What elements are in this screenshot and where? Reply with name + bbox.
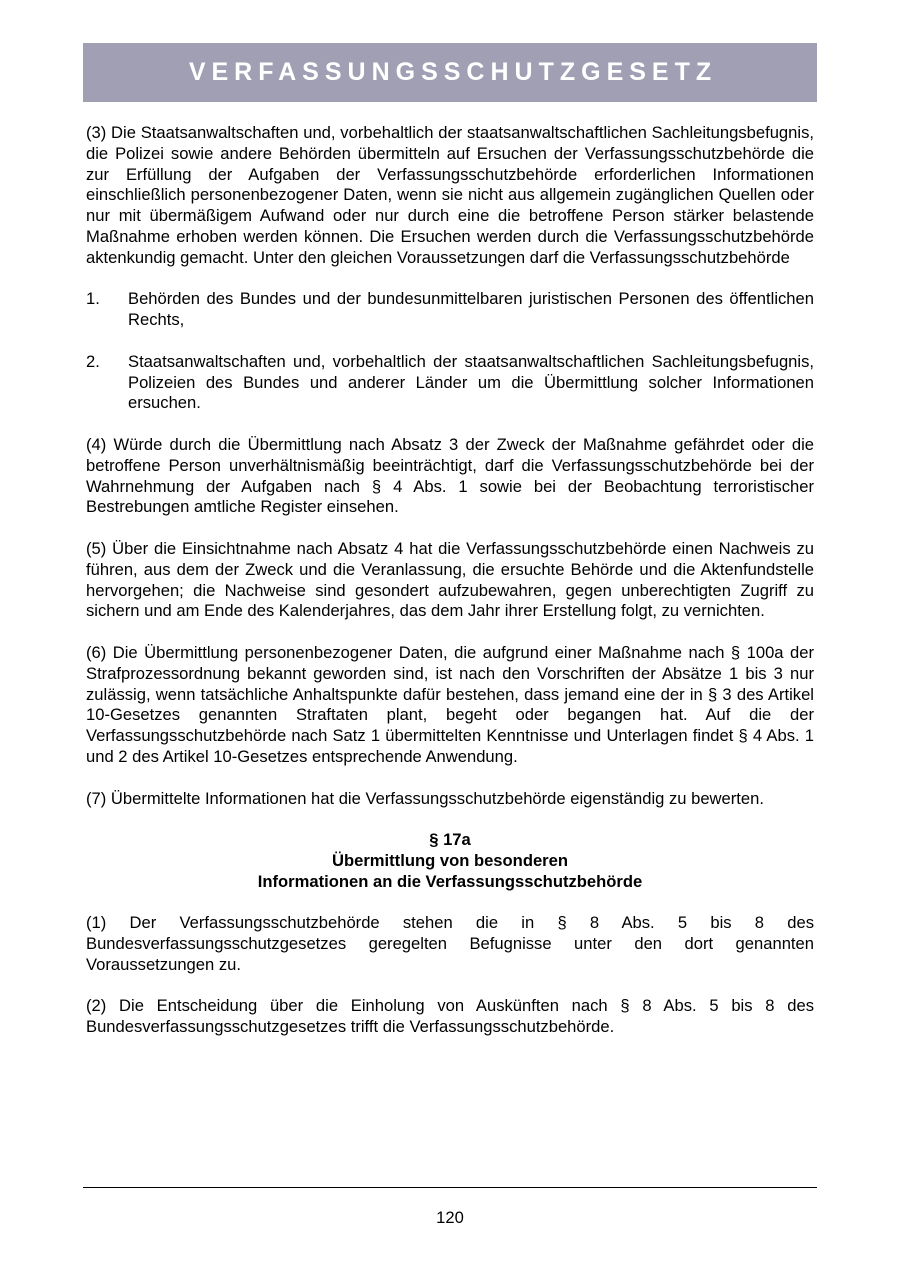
numbered-list bbox=[86, 289, 814, 414]
paragraph-6: (6) Die Übermittlung personenbezogener Daten, die aufgrund einer Maßnahme nach § 100a der Strafprozessordnung bekannt geworden sind, ist nach den Vorschriften der Absätze 1 bis 3 nur zulässig, wenn tatsächliche Anhaltspunkte dafür bestehen, dass jemand eine der in § 3 des Artikel 10-Gesetzes genannten Straftaten plant, begeht oder begangen hat. Auf die der Verfassungsschutzbehörde nach Satz 1 übermittelten Kenntnisse und Unterlagen findet § 4 Abs. 1 und 2 des Artikel 10-Gesetzes entsprechende Anwendung. bbox=[86, 642, 814, 766]
list-item-text: Staatsanwaltschaften und, vorbehaltlich der staatsanwaltschaftlichen Sachleitungsbefugnis, Polizeien des Bundes und anderer Länder um die Übermittlung solcher Informationen ersuchen. bbox=[128, 351, 814, 413]
list-item-number: 2. bbox=[86, 351, 100, 371]
page-number: 120 bbox=[436, 1208, 464, 1227]
document-body bbox=[86, 123, 814, 1059]
list-item-text: Behörden des Bundes und der bundesunmittelbaren juristischen Personen des öffentlichen Rechts, bbox=[128, 289, 814, 330]
paragraph-3: (3) Die Staatsanwaltschaften und, vorbehaltlich der staatsanwaltschaftlichen Sachleitungsbefugnis, die Polizei sowie andere Behörden übermitteln auf Ersuchen der Verfassungsschutzbehörde die zur Erfüllung der Aufgaben der Verfassungsschutzbehörde erforderlichen Informationen einschließlich personenbezogener Daten, wenn sie nicht aus allgemein zugänglichen Quellen oder nur mit übermäßigem Aufwand oder nur durch eine die betroffene Person stärker belastende Maßnahme erhoben werden können. Die Ersuchen werden durch die Verfassungsschutzbehörde aktenkundig gemacht. Unter den gleichen Voraussetzungen darf die Verfassungsschutzbehörde bbox=[86, 123, 814, 267]
header-band bbox=[83, 43, 817, 102]
paragraph-4: (4) Würde durch die Übermittlung nach Absatz 3 der Zweck der Maßnahme gefährdet oder die betroffene Person unverhältnismäßig beeinträchtigt, darf die Verfassungsschutzbehörde bei der Wahrnehmung der Aufgaben nach § 4 Abs. 1 sowie bei der Beobachtung terroristischer Bestrebungen amtliche Register einsehen. bbox=[86, 434, 814, 517]
paragraph-5: (5) Über die Einsichtnahme nach Absatz 4 hat die Verfassungsschutzbehörde einen Nachweis zu führen, aus dem der Zweck und die Veranlassung, die ersuchte Behörde und die Aktenfundstelle hervorgehen; die Nachweise sind gesondert aufzubewahren, gegen unberechtigten Zugriff zu sichern und am Ende des Kalenderjahres, das dem Jahr ihrer Erstellung folgt, zu vernichten. bbox=[86, 538, 814, 621]
section-paragraph-2: (2) Die Entscheidung über die Einholung von Auskünften nach § 8 Abs. 5 bis 8 des Bundesverfassungsschutzgesetzes trifft die Verfassungsschutzbehörde. bbox=[86, 996, 814, 1037]
footer-divider bbox=[83, 1187, 817, 1188]
section-title-line-1: Übermittlung von besonderen bbox=[331, 850, 568, 870]
list-item bbox=[86, 352, 814, 414]
section-title-line-2: Informationen an die Verfassungsschutzbehörde bbox=[257, 871, 643, 891]
section-heading bbox=[86, 830, 814, 892]
page-title: VERFASSUNGSSCHUTZGESETZ bbox=[188, 58, 718, 86]
section-number: § 17a bbox=[429, 830, 471, 850]
paragraph-7: (7) Übermittelte Informationen hat die Verfassungsschutzbehörde eigenständig zu bewerten. bbox=[86, 788, 764, 808]
list-item bbox=[86, 289, 814, 331]
list-item-number: 1. bbox=[86, 289, 100, 309]
section-paragraph-1: (1) Der Verfassungsschutzbehörde stehen die in § 8 Abs. 5 bis 8 des Bundesverfassungsschutzgesetzes geregelten Befugnisse unter den dort genannten Voraussetzungen zu. bbox=[86, 913, 814, 974]
